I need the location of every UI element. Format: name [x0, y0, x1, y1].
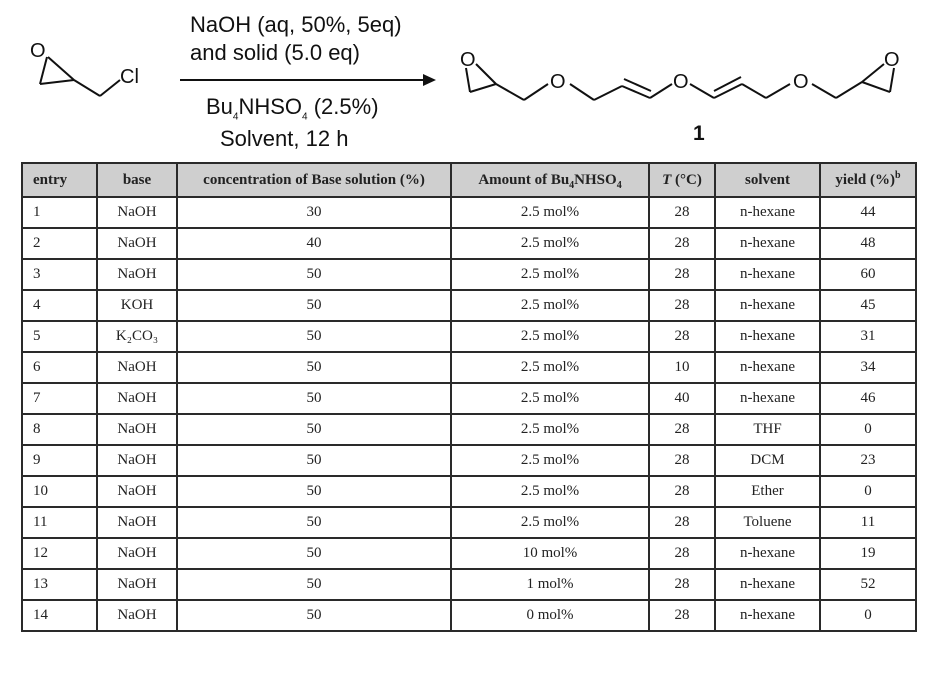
cell-entry: 11	[22, 507, 97, 538]
cell-solvent: n-hexane	[715, 197, 820, 228]
cell-solvent: n-hexane	[715, 569, 820, 600]
solvent-time-label: Solvent, 12 h	[220, 126, 349, 151]
cell-temp: 28	[649, 569, 715, 600]
cell-temp: 28	[649, 507, 715, 538]
cell-temp: 28	[649, 321, 715, 352]
cell-conc: 50	[177, 290, 451, 321]
cell-yield: 0	[820, 600, 916, 631]
table-header-row	[22, 163, 916, 197]
table-row	[22, 538, 916, 569]
header-temperature: T (°C)	[649, 163, 715, 197]
cell-solvent: n-hexane	[715, 383, 820, 414]
cell-entry: 2	[22, 228, 97, 259]
table-row	[22, 569, 916, 600]
cell-solvent: Toluene	[715, 507, 820, 538]
cell-entry: 14	[22, 600, 97, 631]
compound-number: 1	[693, 122, 705, 145]
header-yield: yield (%)$^b$	[820, 163, 916, 197]
cell-amount: 2.5 mol%	[451, 259, 649, 290]
cell-base: NaOH	[97, 445, 177, 476]
cell-base: NaOH	[97, 383, 177, 414]
cell-temp: 28	[649, 445, 715, 476]
cell-yield: 45	[820, 290, 916, 321]
cell-temp: 28	[649, 228, 715, 259]
product-oxygen-label-2: O	[550, 71, 566, 93]
catalyst-label: $Bu_4NHSO_4$ (2.5%)	[206, 94, 379, 123]
cell-amount: 2.5 mol%	[451, 352, 649, 383]
cell-solvent: n-hexane	[715, 538, 820, 569]
cell-entry: 3	[22, 259, 97, 290]
cell-solvent: n-hexane	[715, 352, 820, 383]
cell-amount: 1 mol%	[451, 569, 649, 600]
cell-solvent: THF	[715, 414, 820, 445]
table-row	[22, 507, 916, 538]
cell-amount: 2.5 mol%	[451, 228, 649, 259]
cell-entry: 7	[22, 383, 97, 414]
cell-yield: 46	[820, 383, 916, 414]
cell-yield: 34	[820, 352, 916, 383]
cell-solvent: n-hexane	[715, 228, 820, 259]
cell-temp: 28	[649, 538, 715, 569]
reactant-chlorine-label: Cl	[120, 66, 139, 88]
cell-temp: 40	[649, 383, 715, 414]
cell-yield: 52	[820, 569, 916, 600]
reactant-oxygen-label: O	[30, 40, 46, 62]
cell-amount: 2.5 mol%	[451, 197, 649, 228]
cell-amount: 0 mol%	[451, 600, 649, 631]
cell-entry: 6	[22, 352, 97, 383]
cell-conc: 50	[177, 569, 451, 600]
cell-entry: 10	[22, 476, 97, 507]
cell-solvent: DCM	[715, 445, 820, 476]
cell-conc: 50	[177, 507, 451, 538]
reaction-arrow	[180, 74, 436, 86]
cell-amount: 2.5 mol%	[451, 383, 649, 414]
cell-base: NaOH	[97, 538, 177, 569]
cell-solvent: n-hexane	[715, 259, 820, 290]
cell-temp: 28	[649, 197, 715, 228]
cell-amount: 2.5 mol%	[451, 445, 649, 476]
cell-temp: 28	[649, 290, 715, 321]
table-row	[22, 228, 916, 259]
cell-entry: 5	[22, 321, 97, 352]
table-row	[22, 383, 916, 414]
cell-conc: 30	[177, 197, 451, 228]
cell-base: NaOH	[97, 259, 177, 290]
product-oxygen-label-1: O	[460, 49, 476, 71]
cell-temp: 28	[649, 600, 715, 631]
cell-yield: 48	[820, 228, 916, 259]
cell-entry: 12	[22, 538, 97, 569]
cell-conc: 50	[177, 321, 451, 352]
table-row	[22, 352, 916, 383]
cell-solvent: Ether	[715, 476, 820, 507]
table-row	[22, 476, 916, 507]
reaction-scheme	[0, 0, 946, 158]
cell-amount: 2.5 mol%	[451, 321, 649, 352]
cell-entry: 4	[22, 290, 97, 321]
cell-solvent: n-hexane	[715, 600, 820, 631]
cell-conc: 50	[177, 445, 451, 476]
product-oxygen-label-5: O	[884, 49, 900, 71]
table-row	[22, 445, 916, 476]
cell-amount: 10 mol%	[451, 538, 649, 569]
cell-base: KOH	[97, 290, 177, 321]
cell-amount: 2.5 mol%	[451, 476, 649, 507]
table-row	[22, 600, 916, 631]
cell-entry: 13	[22, 569, 97, 600]
cell-yield: 23	[820, 445, 916, 476]
optimization-table	[21, 162, 917, 632]
header-concentration: concentration of Base solution (%)	[177, 163, 451, 197]
cell-conc: 50	[177, 600, 451, 631]
cell-base: NaOH	[97, 228, 177, 259]
conditions-line-1: NaOH (aq, 50%, 5eq)	[190, 12, 402, 37]
cell-conc: 50	[177, 259, 451, 290]
cell-base: K₂CO₃	[97, 321, 177, 352]
cell-solvent: n-hexane	[715, 290, 820, 321]
cell-entry: 9	[22, 445, 97, 476]
cell-conc: 50	[177, 383, 451, 414]
cell-base: NaOH	[97, 414, 177, 445]
table-row	[22, 414, 916, 445]
cell-conc: 50	[177, 414, 451, 445]
cell-entry: 1	[22, 197, 97, 228]
cell-temp: 28	[649, 476, 715, 507]
table-row	[22, 321, 916, 352]
cell-yield: 0	[820, 414, 916, 445]
cell-temp: 28	[649, 414, 715, 445]
reactant-structure	[40, 57, 120, 96]
conditions-line-2: and solid (5.0 eq)	[190, 40, 360, 65]
product-oxygen-label-4: O	[793, 71, 809, 93]
cell-base: NaOH	[97, 197, 177, 228]
cell-base: NaOH	[97, 507, 177, 538]
cell-entry: 8	[22, 414, 97, 445]
cell-amount: 2.5 mol%	[451, 414, 649, 445]
cell-temp: 10	[649, 352, 715, 383]
cell-yield: 0	[820, 476, 916, 507]
cell-amount: 2.5 mol%	[451, 290, 649, 321]
cell-solvent: n-hexane	[715, 321, 820, 352]
cell-conc: 50	[177, 538, 451, 569]
header-amount-catalyst: Amount of $Bu_4NHSO_4$	[451, 163, 649, 197]
cell-yield: 19	[820, 538, 916, 569]
cell-conc: 40	[177, 228, 451, 259]
product-oxygen-label-3: O	[673, 71, 689, 93]
cell-yield: 31	[820, 321, 916, 352]
cell-yield: 60	[820, 259, 916, 290]
header-base: base	[97, 163, 177, 197]
cell-conc: 50	[177, 352, 451, 383]
cell-base: NaOH	[97, 600, 177, 631]
cell-amount: 2.5 mol%	[451, 507, 649, 538]
cell-base: NaOH	[97, 476, 177, 507]
cell-yield: 44	[820, 197, 916, 228]
cell-yield: 11	[820, 507, 916, 538]
cell-conc: 50	[177, 476, 451, 507]
cell-base: NaOH	[97, 352, 177, 383]
table-row	[22, 290, 916, 321]
header-solvent: solvent	[715, 163, 820, 197]
cell-base: NaOH	[97, 569, 177, 600]
table-row	[22, 259, 916, 290]
cell-temp: 28	[649, 259, 715, 290]
table-row	[22, 197, 916, 228]
header-entry: entry	[22, 163, 97, 197]
